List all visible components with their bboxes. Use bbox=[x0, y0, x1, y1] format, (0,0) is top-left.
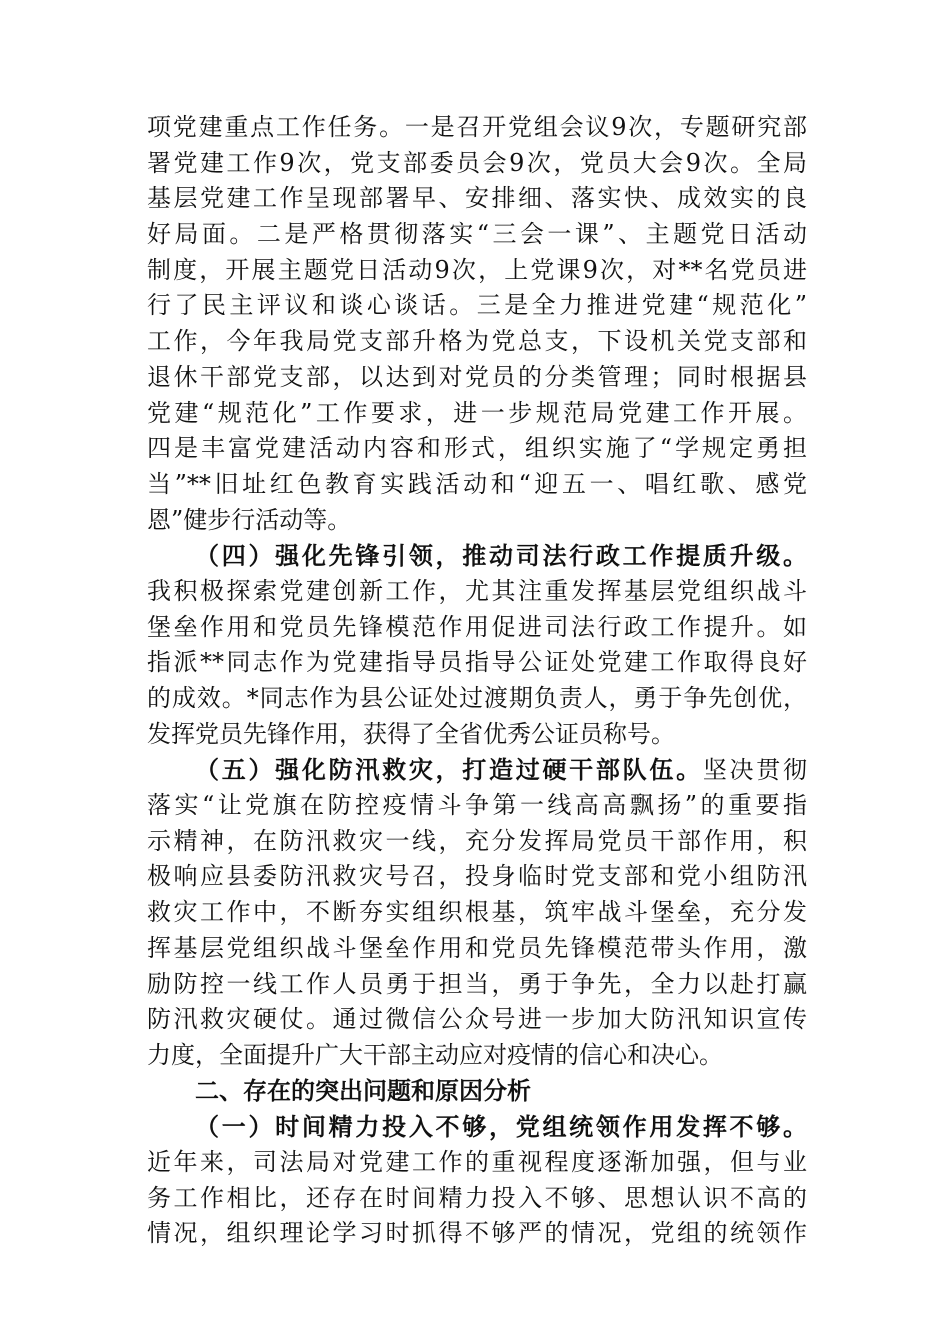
text-line-20: 落实“让党旗在防控疫情斗争第一线高高飘扬”的重要指 bbox=[147, 791, 807, 820]
text-line-15: 堡垒作用和党员先锋模范作用促进司法行政工作提升。如 bbox=[147, 612, 807, 641]
text-line-7: 工作，今年我局党支部升格为党总支，下设机关党支部和 bbox=[147, 327, 807, 356]
document-page bbox=[147, 110, 807, 1252]
section-heading-5: （五）强化防汛救灾，打造过硬干部队伍。 bbox=[195, 755, 703, 785]
text-line-4: 好局面。二是严格贯彻落实“三会一课”、主题党日活动 bbox=[147, 220, 807, 249]
text-line-3: 基层党建工作呈现部署早、安排细、落实快、成效实的良 bbox=[147, 184, 807, 213]
text-line-26: 防汛救灾硬仗。通过微信公众号进一步加大防汛知识宣传 bbox=[147, 1005, 807, 1034]
chapter-heading-2: 二、存在的突出问题和原因分析 bbox=[195, 1076, 531, 1105]
text-line-17: 的成效。*同志作为县公证处过渡期负责人，勇于争先创优， bbox=[147, 684, 807, 712]
text-line-30: 近年来，司法局对党建工作的重视程度逐渐加强，但与业 bbox=[147, 1147, 807, 1176]
text-line-10: 四是丰富党建活动内容和形式，组织实施了“学规定勇担 bbox=[147, 434, 807, 463]
text-line-22: 极响应县委防汛救灾号召，投身临时党支部和党小组防汛 bbox=[147, 862, 807, 891]
text-line-21: 示精神，在防汛救灾一线，充分发挥局党员干部作用，积 bbox=[147, 826, 807, 855]
text-line-6: 行了民主评议和谈心谈话。三是全力推进党建“规范化” bbox=[147, 291, 807, 320]
text-line-9: 党建“规范化”工作要求，进一步规范局党建工作开展。 bbox=[147, 398, 807, 427]
text-line-16: 指派**同志作为党建指导员指导公证处党建工作取得良好 bbox=[147, 648, 807, 677]
text-line-11: 当”**旧址红色教育实践活动和“迎五一、唱红歌、感党 bbox=[147, 469, 807, 498]
text-line-31: 务工作相比，还存在时间精力投入不够、思想认识不高的 bbox=[147, 1183, 807, 1212]
text-line-8: 退休干部党支部，以达到对党员的分类管理；同时根据县 bbox=[147, 362, 807, 391]
section-heading-5-line bbox=[147, 752, 807, 788]
text-line-18: 发挥党员先锋作用，获得了全省优秀公证员称号。 bbox=[147, 719, 675, 748]
text-line-23: 救灾工作中，不断夯实组织根基，筑牢战斗堡垒，充分发 bbox=[147, 898, 807, 927]
section-heading-4: （四）强化先锋引领，推动司法行政工作提质升级。 bbox=[195, 541, 807, 571]
text-line-14: 我积极探索党建创新工作，尤其注重发挥基层党组织战斗 bbox=[147, 576, 807, 605]
section-5-text-start: 坚决贯彻 bbox=[702, 756, 808, 785]
text-line-25: 励防控一线工作人员勇于担当，勇于争先，全力以赴打赢 bbox=[147, 969, 807, 998]
text-line-27: 力度，全面提升广大干部主动应对疫情的信心和决心。 bbox=[147, 1040, 723, 1069]
text-line-1: 项党建重点工作任务。一是召开党组会议9次，专题研究部 bbox=[147, 113, 807, 141]
section-heading-1: （一）时间精力投入不够，党组统领作用发挥不够。 bbox=[195, 1112, 807, 1142]
text-line-24: 挥基层党组织战斗堡垒作用和党员先锋模范带头作用，激 bbox=[147, 933, 807, 962]
text-line-12: 恩”健步行活动等。 bbox=[147, 505, 352, 534]
text-line-5: 制度，开展主题党日活动9次，上党课9次，对**名党员进 bbox=[147, 255, 807, 284]
text-line-2: 署党建工作9次，党支部委员会9次，党员大会9次。全局 bbox=[147, 148, 807, 177]
text-line-32: 情况，组织理论学习时抓得不够严的情况，党组的统领作 bbox=[147, 1219, 807, 1248]
